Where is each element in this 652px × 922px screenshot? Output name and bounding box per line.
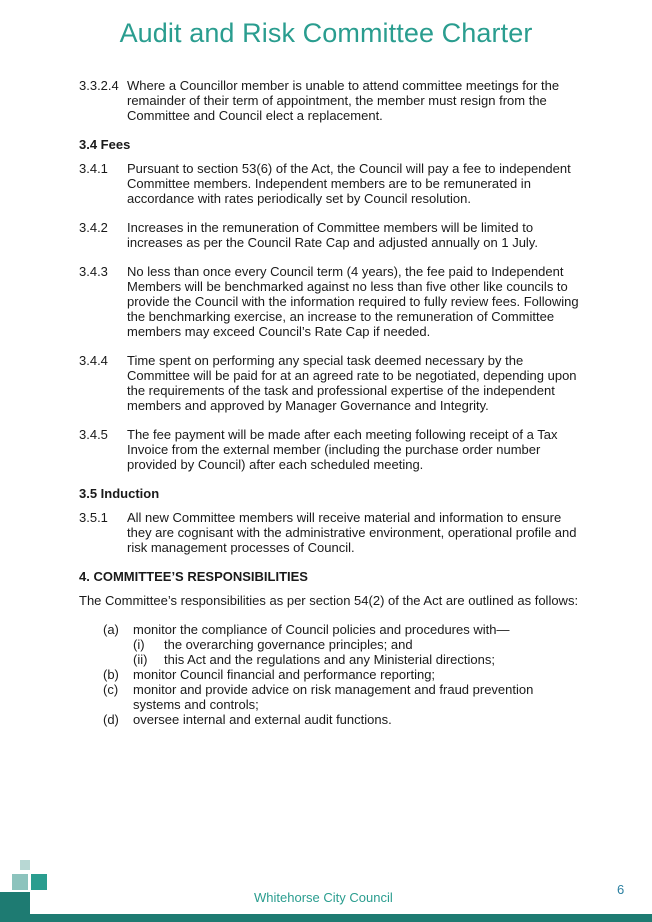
list-label: (ii) <box>133 652 148 667</box>
clause-number: 3.4.4 <box>79 353 108 368</box>
section-heading-responsibilities: 4. COMMITTEE’S RESPONSIBILITIES <box>79 569 308 584</box>
list-item <box>79 682 579 712</box>
clause-text: All new Committee members will receive material and information to ensure they are cognisant with the administrative environment, operational profile and risk management processes of Council. <box>127 510 577 555</box>
clause-3-3-2-4 <box>79 78 579 123</box>
page-title: Audit and Risk Committee Charter <box>119 18 533 48</box>
clause-number: 3.4.1 <box>79 161 108 176</box>
clause-3-4-3 <box>79 264 579 339</box>
list-text: this Act and the regulations and any Ministerial directions; <box>164 652 495 667</box>
list-text: monitor and provide advice on risk management and fraud prevention systems and controls; <box>133 682 534 712</box>
list-item <box>79 667 579 682</box>
clause-3-4-5 <box>79 427 579 472</box>
responsibilities-intro: The Committee’s responsibilities as per section 54(2) of the Act are outlined as follows: <box>79 593 579 608</box>
clause-text: Pursuant to section 53(6) of the Act, the Council will pay a fee to independent Committee members. Independent members are to be remunerated in accordance with rates periodically set by Council resolution. <box>127 161 571 206</box>
section-heading-induction: 3.5 Induction <box>79 486 160 501</box>
section-heading-fees: 3.4 Fees <box>79 137 131 152</box>
clause-text: Where a Councillor member is unable to attend committee meetings for the remainder of their term of appointment, the member must resign from the Committee and Council elect a replacement. <box>127 78 560 123</box>
list-label: (c) <box>103 682 119 697</box>
list-label: (d) <box>103 712 119 727</box>
responsibilities-list <box>79 622 579 727</box>
decorative-square <box>20 860 30 870</box>
clause-3-4-2 <box>79 220 579 250</box>
document-body <box>79 78 579 727</box>
clause-3-4-1 <box>79 161 579 206</box>
clause-number: 3.5.1 <box>79 510 108 525</box>
clause-text: No less than once every Council term (4 years), the fee paid to Independent Members will be benchmarked against no less than five other like councils to provide the Council with the information required to fully review fees. Following the benchmarking exercise, an increase to the remuneration of Committee members may exceed Council’s Rate Cap if needed. <box>127 264 579 339</box>
list-item <box>79 712 579 727</box>
list-text: the overarching governance principles; and <box>164 637 413 652</box>
clause-text: The fee payment will be made after each meeting following receipt of a Tax Invoice from the external member (including the purchase order number provided by Council) after each scheduled meeting. <box>127 427 558 472</box>
clause-3-5-1 <box>79 510 579 555</box>
sub-list-item <box>79 652 579 667</box>
clause-3-4-4 <box>79 353 579 413</box>
clause-number: 3.3.2.4 <box>79 78 119 93</box>
clause-number: 3.4.5 <box>79 427 108 442</box>
list-label: (i) <box>133 637 145 652</box>
clause-text: Time spent on performing any special task deemed necessary by the Committee will be paid for at an agreed rate to be negotiated, depending upon the requirements of the task and professional expertise of the independent members and approved by Manager Governance and Integrity. <box>127 353 577 413</box>
footer-organisation: Whitehorse City Council <box>254 890 393 905</box>
list-label: (a) <box>103 622 119 637</box>
clause-number: 3.4.3 <box>79 264 108 279</box>
decorative-square <box>0 892 30 914</box>
list-item <box>79 622 579 637</box>
list-text: monitor Council financial and performance reporting; <box>133 667 436 682</box>
footer-bar <box>0 914 652 922</box>
sub-list-item <box>79 637 579 652</box>
list-text: monitor the compliance of Council policies and procedures with— <box>133 622 510 637</box>
decorative-square <box>12 874 28 890</box>
clause-number: 3.4.2 <box>79 220 108 235</box>
list-label: (b) <box>103 667 119 682</box>
list-text: oversee internal and external audit functions. <box>133 712 392 727</box>
page-number: 6 <box>617 882 625 897</box>
decorative-square <box>31 874 47 890</box>
clause-text: Increases in the remuneration of Committee members will be limited to increases as per the Council Rate Cap and adjusted annually on 1 July. <box>127 220 538 250</box>
